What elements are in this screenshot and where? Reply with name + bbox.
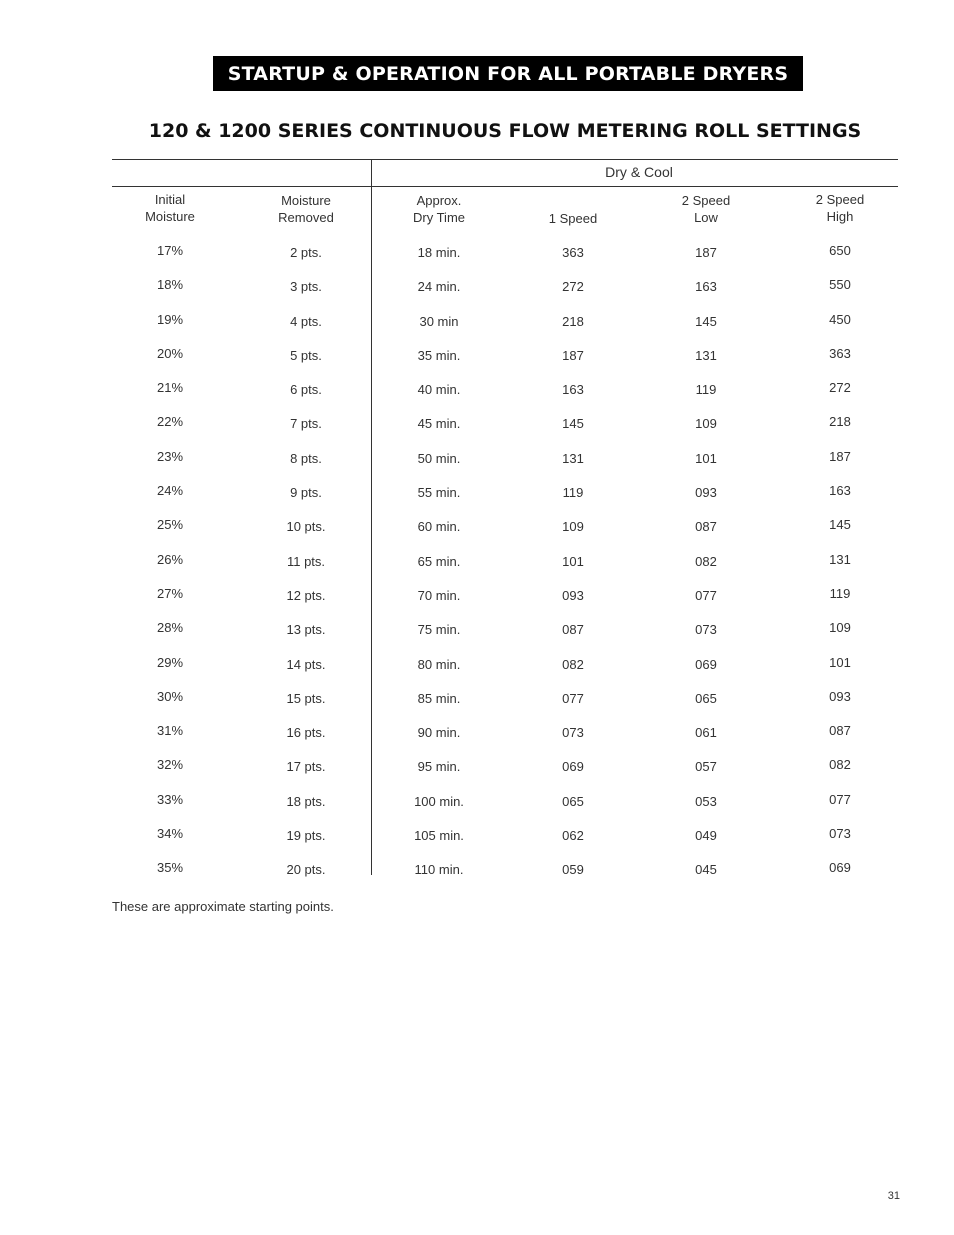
two-speed-low-cell: 131 [695, 347, 717, 363]
footnote: These are approximate starting points. [112, 899, 334, 914]
two-speed-high-cell: 082 [829, 757, 851, 773]
col-header-line: 1 Speed [548, 211, 598, 226]
moisture-removed-cell: 3 pts. [290, 279, 322, 295]
initial-moisture-cell: 22% [156, 414, 184, 430]
two-speed-low-cell: 163 [695, 279, 717, 295]
moisture-removed-cell: 12 pts. [286, 587, 326, 603]
one-speed-cell: 109 [562, 519, 584, 535]
col-header-moisture-removed [236, 192, 376, 226]
col-header-line: Dry Time [413, 210, 465, 225]
dry-time-cell: 75 min. [417, 622, 461, 638]
col-header-line: High [826, 209, 854, 224]
one-speed-cell: 093 [562, 587, 584, 603]
initial-moisture-cell: 32% [156, 757, 184, 773]
page-number: 31 [887, 1190, 900, 1202]
moisture-removed-cell: 20 pts. [286, 862, 326, 878]
two-speed-low-cell: 187 [695, 245, 717, 260]
one-speed-cell: 087 [562, 622, 584, 638]
two-speed-high-cell: 109 [829, 620, 851, 636]
two-speed-low-cell: 049 [695, 828, 717, 844]
dry-time-cell: 35 min. [417, 347, 461, 363]
table-row [0, 549, 954, 583]
two-speed-high-cell: 131 [829, 551, 851, 567]
two-speed-low-cell: 093 [695, 485, 717, 501]
two-speed-high-cell: 272 [829, 380, 851, 396]
two-speed-low-cell: 082 [695, 553, 717, 569]
table-row [0, 274, 954, 308]
dry-time-cell: 40 min. [417, 382, 461, 398]
two-speed-low-cell: 145 [695, 313, 717, 329]
col-header-line: Low [694, 210, 718, 225]
initial-moisture-cell: 17% [156, 243, 184, 258]
dry-time-cell: 100 min. [414, 793, 464, 809]
two-speed-low-cell: 087 [695, 519, 717, 535]
two-speed-high-cell: 163 [829, 483, 851, 499]
dry-time-cell: 80 min. [417, 656, 461, 672]
two-speed-low-cell: 069 [695, 656, 717, 672]
table-row [0, 823, 954, 857]
initial-moisture-cell: 21% [156, 380, 184, 396]
one-speed-cell: 082 [562, 656, 584, 672]
two-speed-high-cell: 119 [829, 585, 851, 601]
group-header-rule [112, 186, 898, 187]
moisture-removed-cell: 16 pts. [286, 725, 326, 741]
two-speed-high-cell: 093 [829, 688, 851, 704]
two-speed-low-cell: 057 [695, 759, 717, 775]
table-row [0, 617, 954, 651]
two-speed-high-cell: 101 [829, 654, 851, 670]
one-speed-cell: 059 [562, 862, 584, 878]
table-row [0, 583, 954, 617]
two-speed-high-cell: 450 [829, 311, 851, 327]
dry-time-cell: 24 min. [417, 279, 461, 295]
one-speed-cell: 119 [562, 485, 584, 501]
two-speed-high-cell: 073 [829, 826, 851, 842]
table-row [0, 754, 954, 788]
initial-moisture-cell: 27% [156, 585, 184, 601]
two-speed-low-cell: 045 [695, 862, 717, 878]
moisture-removed-cell: 5 pts. [290, 347, 322, 363]
table-row [0, 446, 954, 480]
initial-moisture-cell: 26% [156, 551, 184, 567]
initial-moisture-cell: 35% [156, 860, 184, 876]
table-row [0, 652, 954, 686]
col-header-dry-time [369, 192, 509, 226]
col-header-2-speed-high [770, 191, 910, 225]
two-speed-high-cell: 077 [829, 791, 851, 807]
moisture-removed-cell: 19 pts. [286, 828, 326, 844]
one-speed-cell: 069 [562, 759, 584, 775]
table-row [0, 720, 954, 754]
two-speed-low-cell: 119 [695, 382, 717, 398]
table-row [0, 480, 954, 514]
table-row [0, 309, 954, 343]
moisture-removed-cell: 4 pts. [290, 313, 322, 329]
section-banner: STARTUP & OPERATION FOR ALL PORTABLE DRYERS [213, 56, 803, 91]
col-header-line: 2 Speed [681, 193, 731, 208]
table-top-rule [112, 159, 898, 160]
dry-cool-group-label: Dry & Cool [605, 164, 673, 180]
one-speed-cell: 187 [562, 347, 584, 363]
col-header-line: 2 Speed [815, 192, 865, 207]
two-speed-low-cell: 073 [695, 622, 717, 638]
one-speed-cell: 077 [562, 690, 584, 706]
dry-time-cell: 85 min. [417, 690, 461, 706]
two-speed-high-cell: 069 [829, 860, 851, 876]
dry-time-cell: 55 min. [417, 485, 461, 501]
col-header-1-speed [503, 210, 643, 227]
initial-moisture-cell: 34% [156, 826, 184, 842]
col-header-line: Initial [154, 192, 186, 207]
table-row [0, 411, 954, 445]
col-header-initial-moisture [100, 191, 240, 225]
table-row [0, 240, 954, 274]
one-speed-cell: 272 [562, 279, 584, 295]
initial-moisture-cell: 19% [156, 311, 184, 327]
col-header-line: Moisture [281, 193, 331, 208]
initial-moisture-cell: 29% [156, 654, 184, 670]
dry-time-cell: 90 min. [417, 725, 461, 741]
two-speed-high-cell: 087 [829, 723, 851, 739]
settings-table-body [0, 240, 954, 892]
table-row [0, 857, 954, 891]
one-speed-cell: 145 [562, 416, 584, 432]
two-speed-high-cell: 363 [829, 345, 851, 361]
table-title: 120 & 1200 SERIES CONTINUOUS FLOW METERING ROLL SETTINGS [148, 120, 862, 142]
two-speed-low-cell: 053 [695, 793, 717, 809]
table-row [0, 686, 954, 720]
moisture-removed-cell: 10 pts. [286, 519, 326, 535]
two-speed-high-cell: 218 [829, 414, 851, 430]
two-speed-high-cell: 145 [829, 517, 851, 533]
moisture-removed-cell: 9 pts. [290, 485, 322, 501]
initial-moisture-cell: 23% [156, 448, 184, 464]
moisture-removed-cell: 8 pts. [290, 450, 322, 466]
moisture-removed-cell: 6 pts. [290, 382, 322, 398]
initial-moisture-cell: 25% [156, 517, 184, 533]
initial-moisture-cell: 33% [156, 791, 184, 807]
one-speed-cell: 101 [562, 553, 584, 569]
dry-time-cell: 50 min. [417, 450, 461, 466]
moisture-removed-cell: 13 pts. [286, 622, 326, 638]
one-speed-cell: 131 [562, 450, 584, 466]
moisture-removed-cell: 17 pts. [286, 759, 326, 775]
two-speed-low-cell: 065 [695, 690, 717, 706]
two-speed-high-cell: 187 [829, 448, 851, 464]
initial-moisture-cell: 18% [156, 277, 184, 293]
one-speed-cell: 073 [562, 725, 584, 741]
moisture-removed-cell: 7 pts. [290, 416, 322, 432]
dry-time-cell: 30 min [419, 313, 459, 329]
one-speed-cell: 163 [562, 382, 584, 398]
two-speed-low-cell: 061 [695, 725, 717, 741]
table-row [0, 514, 954, 548]
initial-moisture-cell: 31% [156, 723, 184, 739]
initial-moisture-cell: 28% [156, 620, 184, 636]
two-speed-low-cell: 101 [695, 450, 717, 466]
two-speed-high-cell: 550 [829, 277, 851, 293]
two-speed-low-cell: 109 [695, 416, 717, 432]
col-header-2-speed-low [636, 192, 776, 226]
moisture-removed-cell: 15 pts. [286, 690, 326, 706]
one-speed-cell: 363 [562, 245, 584, 260]
table-row [0, 789, 954, 823]
one-speed-cell: 062 [562, 828, 584, 844]
moisture-removed-cell: 14 pts. [286, 656, 326, 672]
moisture-removed-cell: 11 pts. [286, 553, 326, 569]
two-speed-high-cell: 650 [829, 243, 851, 258]
table-row [0, 377, 954, 411]
initial-moisture-cell: 30% [156, 688, 184, 704]
table-row [0, 343, 954, 377]
dry-time-cell: 70 min. [417, 587, 461, 603]
dry-time-cell: 95 min. [417, 759, 461, 775]
dry-time-cell: 45 min. [417, 416, 461, 432]
two-speed-low-cell: 077 [695, 587, 717, 603]
dry-time-cell: 110 min. [414, 862, 464, 878]
dry-time-cell: 60 min. [417, 519, 461, 535]
initial-moisture-cell: 20% [156, 345, 184, 361]
dry-time-cell: 65 min. [417, 553, 461, 569]
dry-time-cell: 105 min. [414, 828, 464, 844]
col-header-line: Approx. [416, 193, 462, 208]
moisture-removed-cell: 2 pts. [290, 245, 322, 260]
one-speed-cell: 065 [562, 793, 584, 809]
moisture-removed-cell: 18 pts. [286, 793, 326, 809]
col-header-line: Removed [278, 210, 334, 225]
initial-moisture-cell: 24% [156, 483, 184, 499]
one-speed-cell: 218 [562, 313, 584, 329]
dry-time-cell: 18 min. [417, 245, 461, 260]
col-header-line: Moisture [145, 209, 195, 224]
